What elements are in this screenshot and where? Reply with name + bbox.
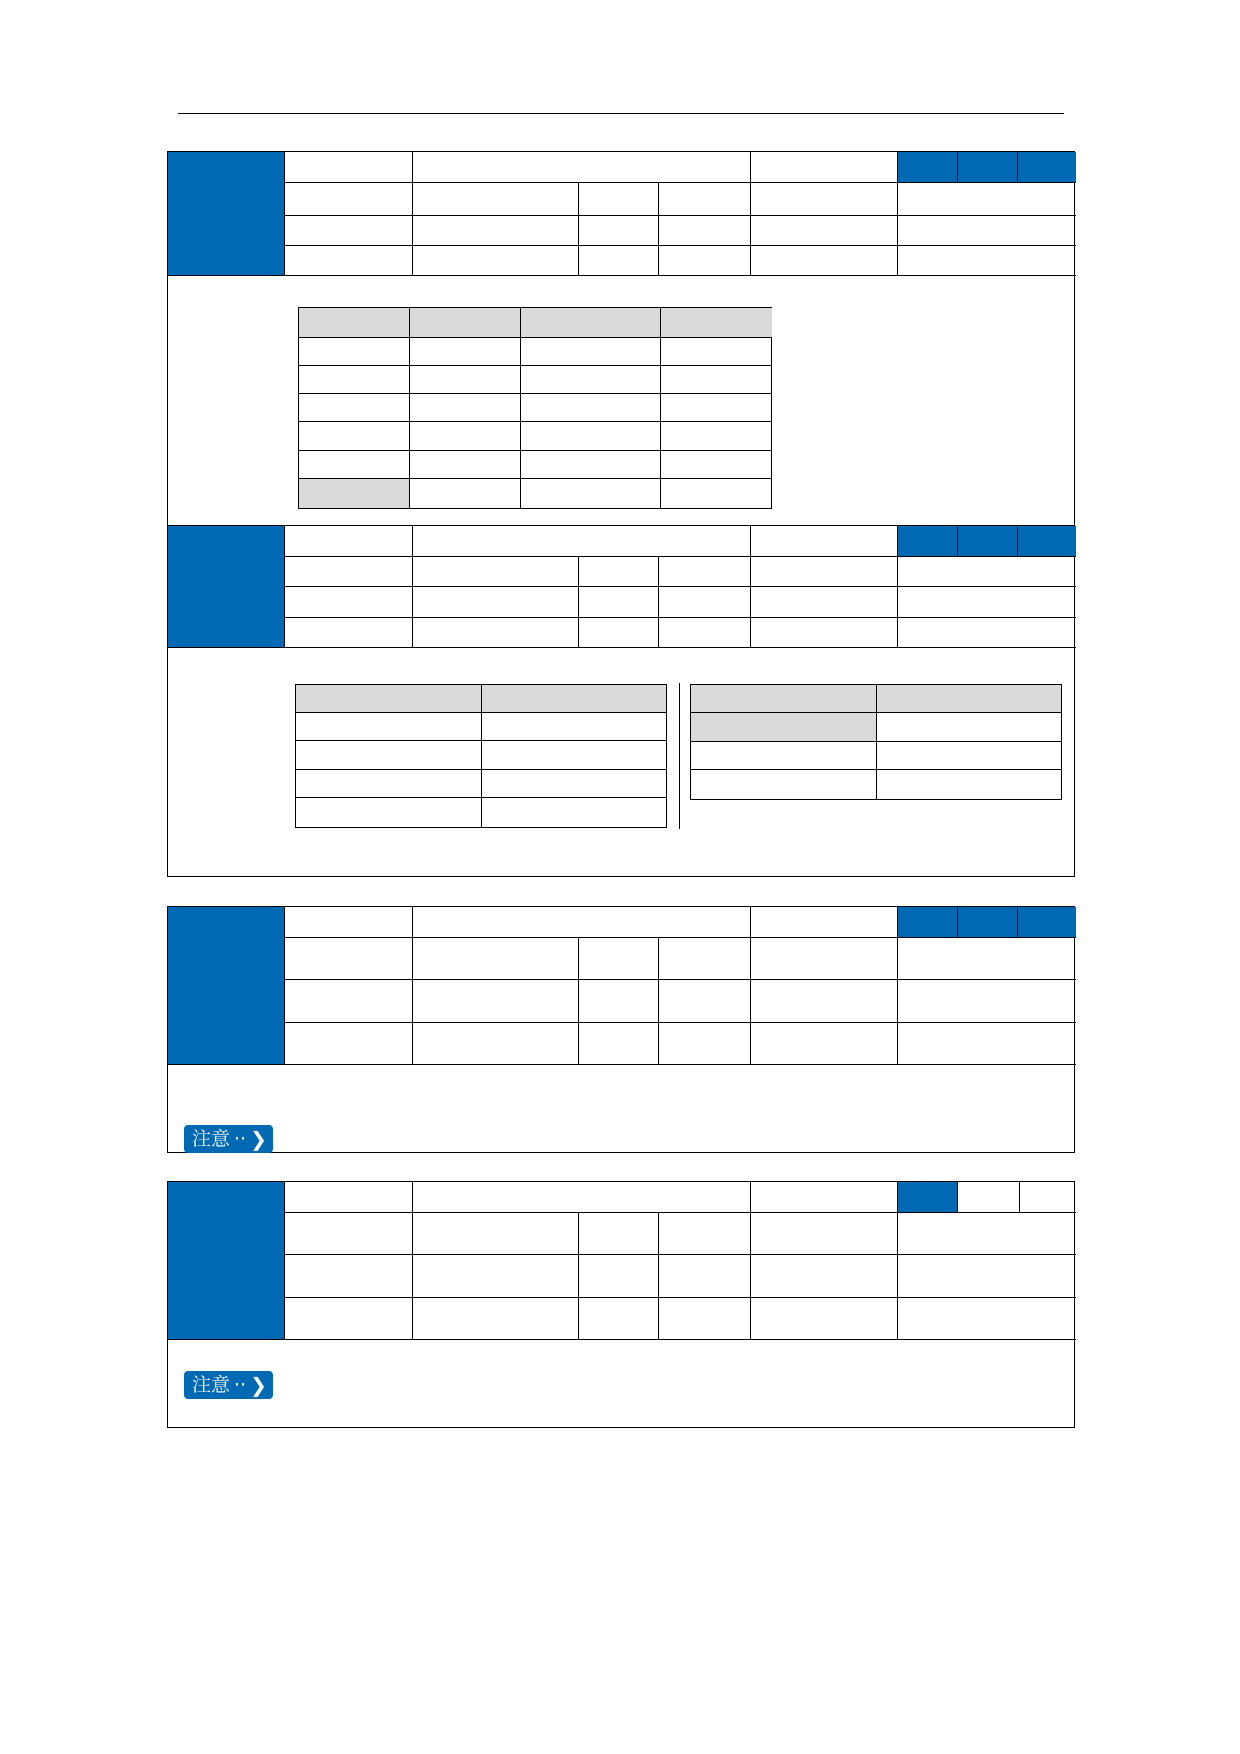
note-badge-label: 注意 (192, 1374, 231, 1396)
param-row-cell (659, 1023, 751, 1065)
param-row-cell (579, 183, 659, 216)
param-row-cell (751, 246, 898, 276)
right-table-cell (877, 713, 1061, 742)
param-row-cell (413, 183, 579, 216)
left-table-cell (296, 770, 482, 798)
value-table-cell (410, 479, 521, 508)
value-table-cell (521, 338, 661, 366)
param-row-cell (659, 587, 751, 618)
left-table-cell (482, 741, 666, 770)
param-row-cell (898, 938, 1076, 980)
param-row-cell (751, 587, 898, 618)
param-header-cell (413, 907, 751, 938)
param-row-cell (898, 183, 1076, 216)
param-row-cell (284, 980, 413, 1023)
param-row-cell (579, 246, 659, 276)
param-block-3 (167, 906, 1075, 1153)
param-row-cell (413, 938, 579, 980)
value-table-cell (521, 366, 661, 394)
param-flag-cell (898, 526, 958, 557)
value-table-cell (661, 366, 772, 394)
param-block-1 (167, 151, 1075, 527)
param-row-cell (898, 980, 1076, 1023)
value-table-cell (661, 422, 772, 451)
right-table-header-cell (877, 685, 1061, 713)
param-row-cell (413, 587, 579, 618)
param-row-cell (284, 1255, 413, 1298)
param-flag-cell (1018, 152, 1076, 183)
param-row-cell (659, 183, 751, 216)
chevron-right-icon: ❯ (250, 1127, 267, 1151)
param-row-cell (659, 246, 751, 276)
value-table-cell (661, 451, 772, 479)
param-row-cell (659, 1255, 751, 1298)
param-row-cell (284, 1213, 413, 1255)
param-row-cell (413, 246, 579, 276)
param-row-cell (659, 1298, 751, 1340)
right-value-table (690, 684, 1062, 800)
param-row-cell (751, 618, 898, 648)
param-row-cell (751, 980, 898, 1023)
param-header-cell (413, 152, 751, 183)
param-row-cell (284, 938, 413, 980)
param-block-4 (167, 1181, 1075, 1428)
param-label-column (168, 907, 284, 1065)
param-header-cell (284, 1182, 413, 1213)
value-table-cell (661, 338, 772, 366)
param-row-cell (284, 183, 413, 216)
value-table-cell (521, 451, 661, 479)
param-row-cell (413, 216, 579, 246)
value-table-cell (410, 451, 521, 479)
param-row-cell (898, 246, 1076, 276)
note-badge-label: 注意 (192, 1128, 231, 1150)
table-separator (679, 683, 680, 829)
param-row-cell (413, 1023, 579, 1065)
value-table-header-cell (661, 308, 772, 338)
param-row-cell (284, 557, 413, 587)
param-row-cell (659, 216, 751, 246)
right-table-header-cell (691, 685, 877, 713)
param-row-cell (898, 1023, 1076, 1065)
param-row-cell (284, 246, 413, 276)
param-row-cell (413, 557, 579, 587)
value-table-cell-highlight (299, 479, 410, 508)
param-row-cell (898, 587, 1076, 618)
param-label-column (168, 526, 284, 648)
left-table-cell (482, 770, 666, 798)
left-table-cell (296, 798, 482, 827)
param-row-cell (751, 183, 898, 216)
param-row-cell (751, 557, 898, 587)
param-header-cell (751, 907, 898, 938)
param-row-cell (659, 1213, 751, 1255)
param-row-cell (659, 618, 751, 648)
left-table-cell (482, 798, 666, 827)
param-header-cell (751, 526, 898, 557)
param-row-cell (898, 618, 1076, 648)
left-table-cell (296, 741, 482, 770)
param-row-cell (898, 1213, 1076, 1255)
left-table-header-cell (296, 685, 482, 713)
param-flag-cell-empty (1020, 1182, 1076, 1213)
value-table-header-cell (299, 308, 410, 338)
value-table-cell (410, 422, 521, 451)
param-label-column (168, 1182, 284, 1340)
param-flag-cell (958, 907, 1018, 938)
param-header-cell (413, 1182, 751, 1213)
note-badge-dots: ·· (234, 1374, 247, 1396)
param-block-divider (168, 1339, 284, 1340)
value-table-cell (299, 366, 410, 394)
param-row-cell (284, 587, 413, 618)
left-table-cell (296, 713, 482, 741)
note-badge (184, 1125, 273, 1153)
param-row-cell (898, 557, 1076, 587)
param-row-cell (579, 587, 659, 618)
param-flag-cell (958, 526, 1018, 557)
param-flag-cell (898, 907, 958, 938)
param-row-cell (579, 1213, 659, 1255)
param-block-divider (168, 275, 284, 276)
param-row-cell (284, 1298, 413, 1340)
value-table-cell (661, 479, 772, 508)
value-table-cell (410, 366, 521, 394)
note-badge (184, 1371, 273, 1399)
page-header-rule (178, 113, 1064, 114)
param-row-cell (751, 1213, 898, 1255)
param-row-cell (579, 980, 659, 1023)
param-flag-cell (898, 152, 958, 183)
param-header-cell (284, 526, 413, 557)
value-table-cell (521, 479, 661, 508)
note-badge-dots: ·· (234, 1128, 247, 1150)
param-row-cell (579, 1298, 659, 1340)
param-row-cell (579, 557, 659, 587)
left-table-cell (482, 713, 666, 741)
value-table-cell (299, 422, 410, 451)
param-flag-cell (1018, 526, 1076, 557)
param-row-cell (284, 618, 413, 648)
param-row-cell (284, 216, 413, 246)
param-row-cell (579, 938, 659, 980)
value-table-cell (521, 422, 661, 451)
value-table-header-cell (410, 308, 521, 338)
param-row-cell (751, 938, 898, 980)
right-table-cell-highlight (691, 713, 877, 742)
param-row-cell (579, 1255, 659, 1298)
param-row-cell (898, 1298, 1076, 1340)
left-value-table (295, 684, 667, 828)
value-table (298, 307, 772, 509)
param-row-cell (579, 216, 659, 246)
value-table-cell (521, 394, 661, 422)
param-row-cell (898, 1255, 1076, 1298)
param-row-cell (579, 1023, 659, 1065)
param-row-cell (751, 1298, 898, 1340)
right-table-cell (691, 770, 877, 799)
param-flag-cell (898, 1182, 958, 1213)
value-table-cell (299, 394, 410, 422)
param-row-cell (413, 1255, 579, 1298)
param-row-cell (413, 980, 579, 1023)
param-row-cell (659, 938, 751, 980)
right-table-cell (877, 770, 1061, 799)
param-header-cell (413, 526, 751, 557)
param-row-cell (284, 1023, 413, 1065)
value-table-cell (661, 394, 772, 422)
param-row-cell (659, 980, 751, 1023)
param-header-cell (751, 152, 898, 183)
param-block-2 (167, 525, 1075, 877)
param-flag-cell-empty (958, 1182, 1020, 1213)
param-flag-cell (1018, 907, 1076, 938)
value-table-cell (299, 451, 410, 479)
right-table-cell (877, 742, 1061, 770)
right-table-cell (691, 742, 877, 770)
param-block-divider (168, 1064, 284, 1065)
param-row-cell (579, 618, 659, 648)
value-table-cell (410, 338, 521, 366)
value-table-cell (410, 394, 521, 422)
value-table-header-cell (521, 308, 661, 338)
param-row-cell (751, 1023, 898, 1065)
param-flag-cell (958, 152, 1018, 183)
param-row-cell (898, 216, 1076, 246)
param-row-cell (751, 216, 898, 246)
param-header-cell (284, 152, 413, 183)
param-row-cell (413, 1213, 579, 1255)
param-block-divider (168, 647, 284, 648)
param-row-cell (413, 618, 579, 648)
param-label-column (168, 152, 284, 276)
value-table-cell (299, 338, 410, 366)
chevron-right-icon: ❯ (250, 1373, 267, 1397)
param-header-cell (751, 1182, 898, 1213)
param-header-cell (284, 907, 413, 938)
param-row-cell (413, 1298, 579, 1340)
left-table-header-cell (482, 685, 666, 713)
param-row-cell (751, 1255, 898, 1298)
param-row-cell (659, 557, 751, 587)
